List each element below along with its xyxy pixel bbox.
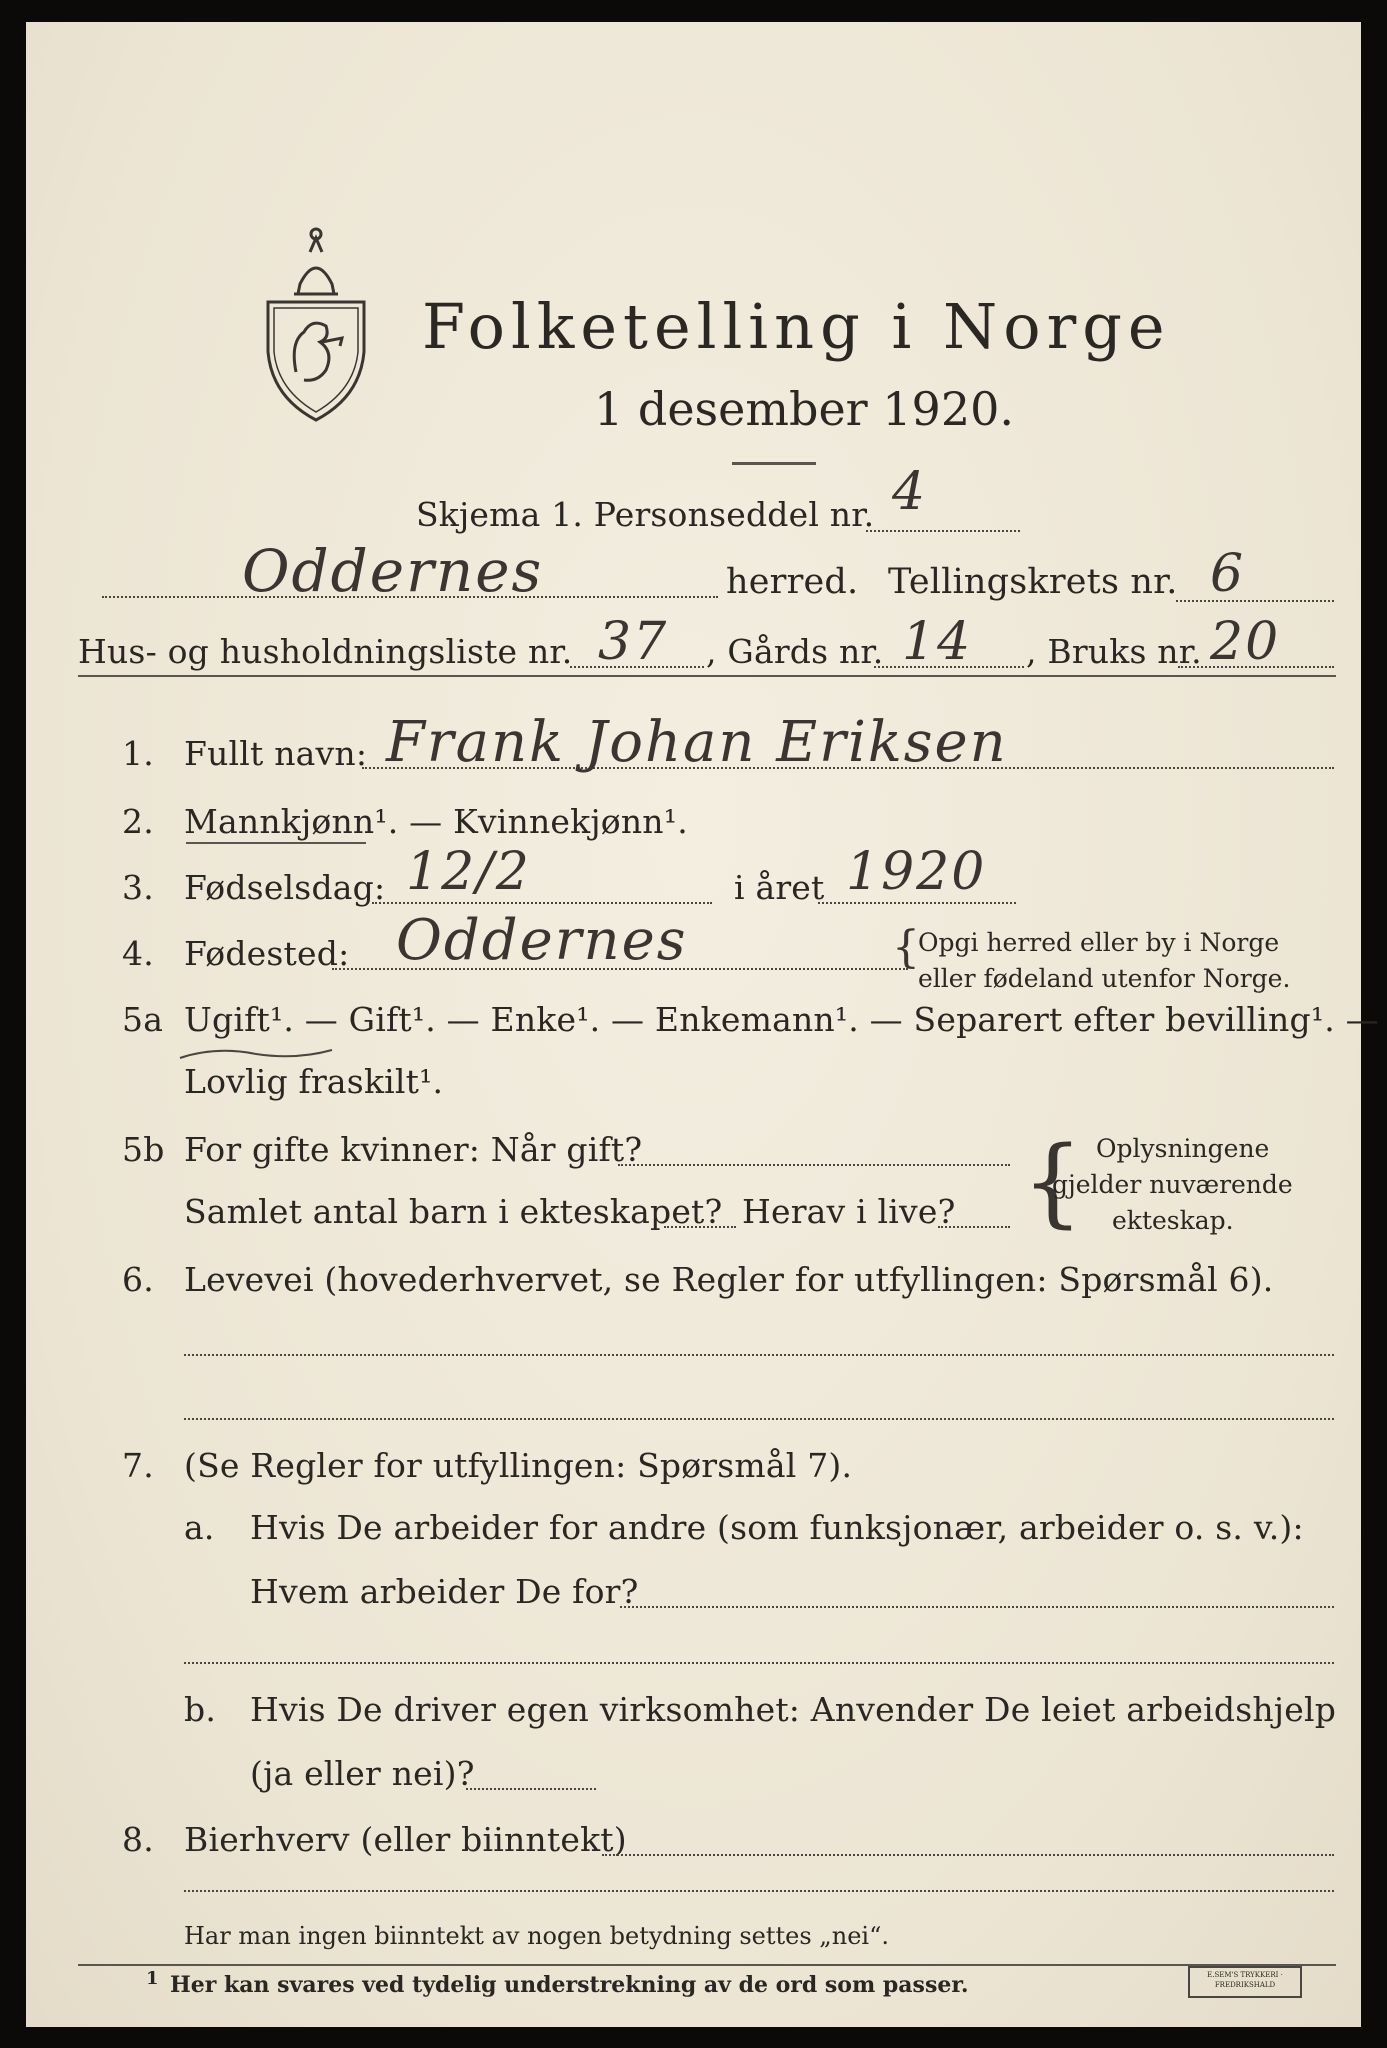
personseddel-line <box>866 530 1020 532</box>
gards-label: , Gårds nr. <box>706 632 884 671</box>
q5b-note-line3: ekteskap. <box>1112 1206 1234 1235</box>
q2-gender-options: Mannkjønn¹. — Kvinnekjønn¹. <box>184 802 688 841</box>
husholdningsliste-nr-value[interactable]: 37 <box>598 612 669 672</box>
q4-brace: { <box>892 922 920 973</box>
q6-answer-line-2 <box>184 1418 1334 1420</box>
tellingskrets-label: Tellingskrets nr. <box>888 562 1178 602</box>
q5b-number: 5b <box>122 1130 165 1169</box>
printer-stamp: E.SEM'S TRYKKERI · FREDRIKSHALD <box>1188 1966 1302 1998</box>
footnote-mark: 1 <box>146 1968 159 1989</box>
census-date: 1 desember 1920. <box>594 382 1014 436</box>
q5a-marital-options: Ugift¹. — Gift¹. — Enke¹. — Enkemann¹. — Separert efter bevilling¹. — <box>184 1000 1379 1039</box>
q5b-live-line <box>938 1226 1010 1228</box>
q7a-letter: a. <box>184 1508 215 1547</box>
q1-label: Fullt navn: <box>184 734 368 773</box>
husholdningsliste-label: Hus- og husholdningsliste nr. <box>78 632 573 671</box>
personseddel-nr-value[interactable]: 4 <box>892 462 928 522</box>
q7a-answer-line <box>620 1606 1334 1608</box>
birthday-value[interactable]: 12/2 <box>406 842 531 902</box>
q7b-line2: (ja eller nei)? <box>250 1754 475 1793</box>
form-title: Folketelling i Norge <box>422 290 1171 363</box>
q5b-barn-label: Samlet antal barn i ekteskapet? <box>184 1192 723 1231</box>
q5b-brace: { <box>1022 1126 1084 1238</box>
footer-note: Har man ingen biinntekt av nogen betydning settes „nei“. <box>184 1922 889 1950</box>
q5b-line1: For gifte kvinner: Når gift? <box>184 1130 643 1169</box>
q7a-line2: Hvem arbeider De for? <box>250 1572 639 1611</box>
q6-answer-line-1 <box>184 1354 1334 1356</box>
q2-underline-mannkjonn <box>186 842 366 844</box>
herred-label: herred. <box>726 562 859 602</box>
q5a-marital-options-cont: Lovlig fraskilt¹. <box>184 1062 444 1101</box>
coat-of-arms-icon <box>260 222 372 422</box>
q4-note-line1: Opgi herred eller by i Norge <box>918 928 1280 957</box>
q6-number: 6. <box>122 1260 154 1299</box>
birth-year-value[interactable]: 1920 <box>846 842 987 902</box>
q4-number: 4. <box>122 934 154 973</box>
header-rule <box>78 675 1336 677</box>
q4-note-line2: eller fødeland utenfor Norge. <box>918 964 1291 993</box>
q2-number: 2. <box>122 802 154 841</box>
q7-label: (Se Regler for utfyllingen: Spørsmål 7). <box>184 1446 853 1485</box>
footnote-text: Her kan svares ved tydelig understrekning av de ord som passer. <box>170 1972 969 1998</box>
q1-number: 1. <box>122 734 154 773</box>
q5b-note-line2: gjelder nuværende <box>1052 1170 1293 1199</box>
birthplace-value[interactable]: Oddernes <box>396 908 688 973</box>
q8-label: Bierhverv (eller biinntekt) <box>184 1820 627 1859</box>
q4-label: Fødested: <box>184 934 350 973</box>
q8-answer-line <box>602 1854 1334 1856</box>
q3-label: Fødselsdag: <box>184 868 386 907</box>
q3-line <box>372 902 712 904</box>
q7b-line1: Hvis De driver egen virksomhet: Anvender De leiet arbeidshjelp <box>250 1690 1337 1729</box>
bruks-nr-value[interactable]: 20 <box>1210 612 1281 672</box>
census-form-sheet <box>26 22 1379 2027</box>
tellingskrets-line <box>1176 600 1334 602</box>
q3-number: 3. <box>122 868 154 907</box>
title-divider <box>732 462 816 465</box>
q7a-line1: Hvis De arbeider for andre (som funksjonær, arbeider o. s. v.): <box>250 1508 1304 1547</box>
q5b-live-label: Herav i live? <box>742 1192 956 1231</box>
q5a-number: 5a <box>122 1000 164 1039</box>
q7b-letter: b. <box>184 1690 217 1729</box>
footer-rule <box>78 1964 1336 1966</box>
q7a-answer-line-2 <box>184 1662 1334 1664</box>
q8-answer-line-2 <box>184 1890 1334 1892</box>
herred-name-value[interactable]: Oddernes <box>242 537 544 605</box>
gards-nr-value[interactable]: 14 <box>902 612 973 672</box>
q7-number: 7. <box>122 1446 154 1485</box>
q5b-naar-gift-line <box>618 1164 1010 1166</box>
q5b-note-line1: Oplysningene <box>1096 1134 1270 1163</box>
tellingskrets-nr-value[interactable]: 6 <box>1210 544 1246 604</box>
q7b-answer-line <box>466 1788 596 1790</box>
q3-year-label: i året <box>734 868 825 907</box>
skjema-label: Skjema 1. Personseddel nr. <box>416 495 875 534</box>
full-name-value[interactable]: Frank Johan Eriksen <box>386 710 1008 775</box>
q3-year-line <box>818 902 1016 904</box>
q5b-barn-line <box>664 1226 736 1228</box>
bruks-label: , Bruks nr. <box>1026 632 1202 671</box>
q6-label: Levevei (hovederhvervet, se Regler for utfyllingen: Spørsmål 6). <box>184 1260 1274 1299</box>
q8-number: 8. <box>122 1820 154 1859</box>
